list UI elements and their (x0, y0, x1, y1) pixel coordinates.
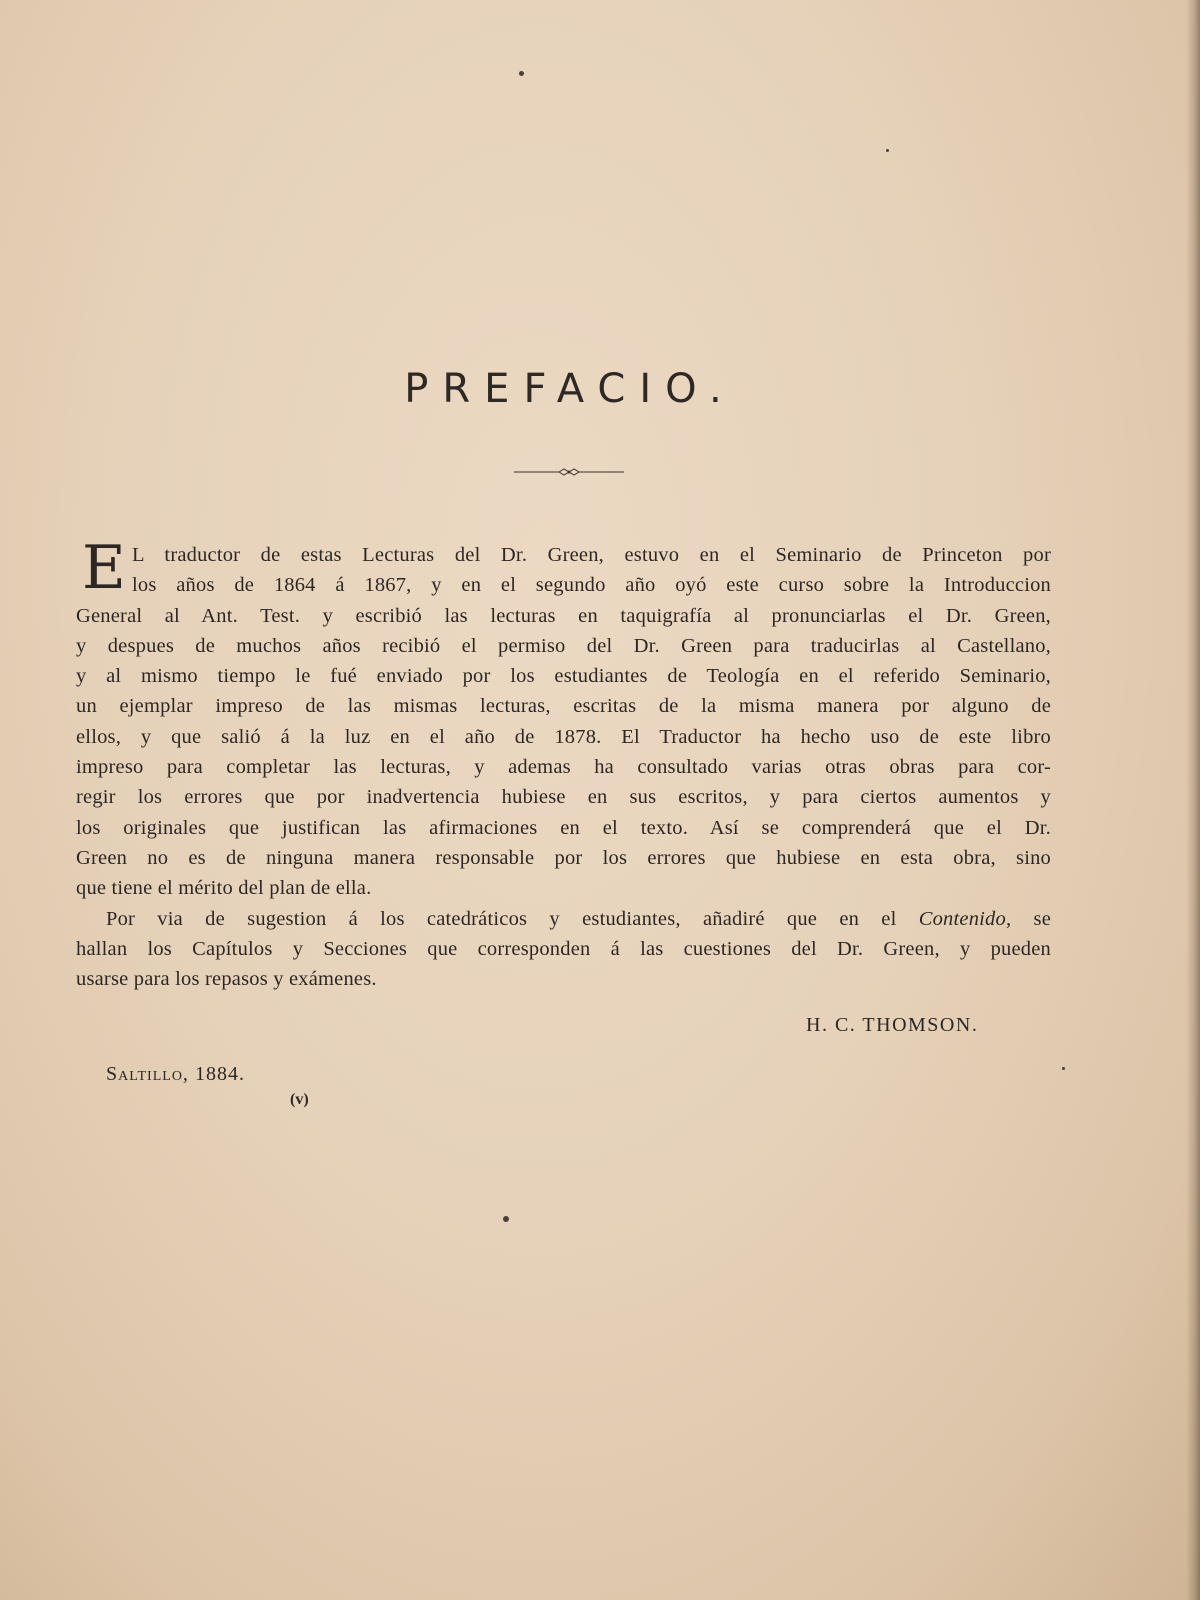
text-line: regir los errores que por inadvertencia hubiese en sus escritos, y para ciertos aumentos y (76, 786, 1051, 809)
text-segment: Por via de sugestion á los catedráticos y estudiantes, añadiré que en el (106, 907, 897, 930)
page-edge-shadow (1186, 0, 1200, 1600)
divider-ornament (514, 466, 624, 478)
paper-speck (519, 71, 524, 76)
place-name: Saltillo, (106, 1063, 189, 1085)
text-line: General al Ant. Test. y escribió las lecturas en taquigrafía al pronunciarlas el Dr. Green, (76, 604, 1051, 627)
page-number: (v) (290, 1091, 309, 1108)
place-date (106, 1063, 245, 1086)
text-line: y despues de muchos años recibió el permiso del Dr. Green para traducirlas al Castellano, (76, 634, 1051, 657)
italic-word: Contenido, (918, 907, 1012, 930)
text-line: L traductor de estas Lecturas del Dr. Green, estuvo en el Seminario de Princeton por (132, 544, 1051, 566)
paragraph-1 (76, 533, 1051, 904)
paragraph-2 (76, 904, 1051, 995)
year: 1884. (194, 1063, 245, 1085)
text-line: y al mismo tiempo le fué enviado por los estudiantes de Teología en el referido Seminario, (76, 665, 1051, 688)
text-line: los originales que justifican las afirmaciones en el texto. Así se comprenderá que el Dr. (76, 816, 1051, 839)
text-line: usarse para los repasos y exámenes. (76, 968, 377, 991)
text-line: impreso para completar las lecturas, y ademas ha consultado varias otras obras para cor- (76, 756, 1051, 779)
author-signature: H. C. THOMSON. (806, 1014, 979, 1036)
text-segment: se (1033, 907, 1051, 930)
dropcap-letter: E (82, 533, 126, 603)
text-line: Green no es de ninguna manera responsable por los errores que hubiese en esta obra, sino (76, 846, 1051, 869)
paper-speck (503, 1216, 509, 1222)
text-line: los años de 1864 á 1867, y en el segundo año oyó este curso sobre la Introduccion (132, 574, 1051, 597)
preface-body (76, 533, 1051, 994)
text-line (76, 904, 1051, 934)
text-line: un ejemplar impreso de las mismas lecturas, escritas de la misma manera por alguno de (76, 695, 1051, 718)
paper-speck (1062, 1067, 1065, 1070)
text-line: hallan los Capítulos y Secciones que corresponden á las cuestiones del Dr. Green, y pueden (76, 937, 1051, 960)
page-title: PREFACIO. (404, 366, 736, 412)
text-line: que tiene el mérito del plan de ella. (76, 877, 372, 900)
text-line: ellos, y que salió á la luz en el año de 1878. El Traductor ha hecho uso de este libro (76, 725, 1051, 748)
paper-speck (886, 149, 889, 152)
